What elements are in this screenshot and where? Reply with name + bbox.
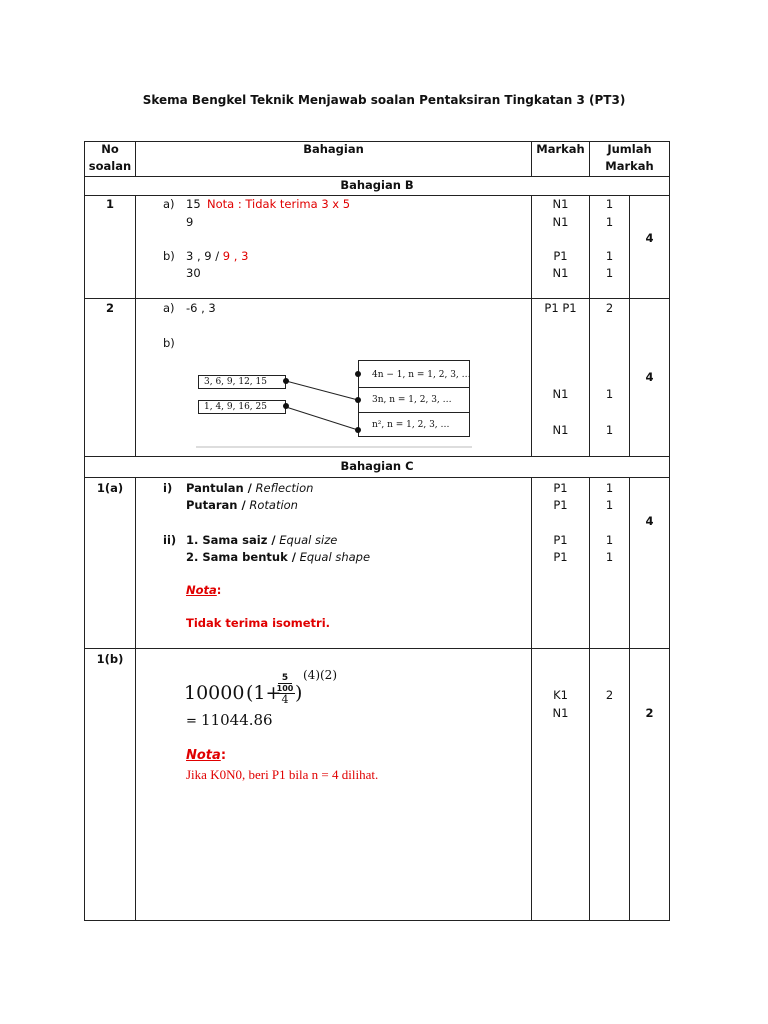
row-divider — [84, 648, 670, 649]
col-divider — [629, 477, 630, 921]
formula-exponent: (4)(2) — [303, 668, 337, 682]
header-no-line1: No — [101, 142, 119, 156]
question-number: 1(b) — [96, 652, 124, 666]
mark-point: 1 — [605, 498, 614, 512]
col-divider — [135, 477, 136, 921]
sequence-box: 1, 4, 9, 16, 25 — [198, 400, 286, 414]
formula-denominator: 4 — [281, 693, 289, 706]
answer-note: Nota : Tidak terima 3 x 5 — [207, 197, 351, 211]
formula-inner-denominator: 100 — [276, 684, 294, 693]
rule-row: 4n − 1, n = 1, 2, 3, … — [359, 363, 469, 388]
answer-value: Pantulan / Reflection — [186, 481, 314, 495]
section-c-heading: Bahagian C — [340, 459, 414, 473]
answer-value: 9 — [186, 215, 194, 229]
total-mark: 4 — [645, 231, 654, 245]
part-i-label: i) — [163, 481, 173, 495]
mark-code: P1 — [553, 533, 568, 547]
total-mark: 4 — [645, 514, 654, 528]
part-a-label: a) — [163, 197, 175, 211]
part-ii-label: ii) — [163, 533, 177, 547]
mark-code: K1 — [553, 688, 568, 702]
mark-point: 1 — [605, 387, 614, 401]
col-divider — [589, 195, 590, 456]
header-markah: Markah — [536, 142, 585, 156]
formula-numerator: 5 — [281, 673, 289, 683]
header-no-line2: soalan — [88, 159, 132, 173]
mark-point: 1 — [605, 266, 614, 280]
mark-code: N1 — [552, 423, 569, 437]
connector-dot — [355, 427, 361, 433]
mark-code: N1 — [552, 706, 569, 720]
nota-text: Jika K0N0, beri P1 bila n = 4 dilihat. — [186, 767, 379, 782]
formula-close: ) — [295, 682, 303, 704]
document-title: Skema Bengkel Teknik Menjawab soalan Pentaksiran Tingkatan 3 (PT3) — [142, 93, 626, 107]
mark-point: 2 — [605, 301, 614, 315]
mark-point: 1 — [605, 197, 614, 211]
formula-base: 10000 — [184, 682, 245, 704]
mark-point: 1 — [605, 533, 614, 547]
answer-value: Putaran / Rotation — [186, 498, 298, 512]
col-divider — [531, 195, 532, 456]
mark-code: P1 P1 — [544, 301, 577, 315]
answer-value: 1. Sama saiz / Equal size — [186, 533, 338, 547]
answer-value: 2. Sama bentuk / Equal shape — [186, 550, 371, 564]
part-a-label: a) — [163, 301, 175, 315]
mark-code: N1 — [552, 197, 569, 211]
total-mark: 4 — [645, 370, 654, 384]
matching-diagram — [192, 357, 474, 450]
total-mark: 2 — [645, 706, 654, 720]
answer-value: 15 — [186, 197, 201, 211]
section-b-heading: Bahagian B — [340, 178, 414, 192]
mark-code: N1 — [552, 215, 569, 229]
part-b-label: b) — [163, 249, 175, 263]
mark-point: 1 — [605, 481, 614, 495]
answer-value: 3 , 9 / 9 , 3 — [186, 249, 249, 263]
mark-code: P1 — [553, 498, 568, 512]
mark-code: N1 — [552, 387, 569, 401]
formula-result: = 11044.86 — [186, 711, 273, 729]
connector-dot — [355, 371, 361, 377]
mark-code: P1 — [553, 249, 568, 263]
rule-box — [358, 360, 470, 437]
row-divider — [84, 298, 670, 299]
sequence-box: 3, 6, 9, 12, 15 — [198, 375, 286, 389]
compound-formula — [184, 666, 354, 712]
mark-point: 1 — [605, 215, 614, 229]
section-c-divider — [84, 477, 670, 478]
answer-value: -6 , 3 — [186, 301, 216, 315]
header-jumlah-line2: Markah — [605, 159, 654, 173]
header-bahagian: Bahagian — [303, 142, 364, 156]
question-number: 1(a) — [96, 481, 124, 495]
mark-point: 1 — [605, 249, 614, 263]
mark-code: P1 — [553, 481, 568, 495]
rule-row: n², n = 1, 2, 3, … — [372, 420, 450, 430]
row-divider — [84, 456, 670, 457]
connector-dot — [355, 397, 361, 403]
question-number: 2 — [105, 301, 114, 315]
connector-dot — [283, 378, 289, 384]
header-jumlah-line1: Jumlah — [607, 142, 652, 156]
answer-value: 30 — [186, 266, 201, 280]
col-divider — [135, 195, 136, 456]
mark-code: P1 — [553, 550, 568, 564]
mark-point: 1 — [605, 423, 614, 437]
rule-row: 3n, n = 1, 2, 3, … — [359, 388, 469, 413]
mark-code: N1 — [552, 266, 569, 280]
question-number: 1 — [105, 197, 114, 211]
formula-open: (1+ — [246, 682, 282, 704]
nota-label: Nota: — [186, 583, 222, 597]
mark-point: 1 — [605, 550, 614, 564]
connector-dot — [283, 403, 289, 409]
nota-label: Nota: — [186, 748, 227, 763]
nota-text: Tidak terima isometri. — [186, 616, 331, 630]
mark-point: 2 — [605, 688, 614, 702]
part-b-label: b) — [163, 336, 175, 350]
